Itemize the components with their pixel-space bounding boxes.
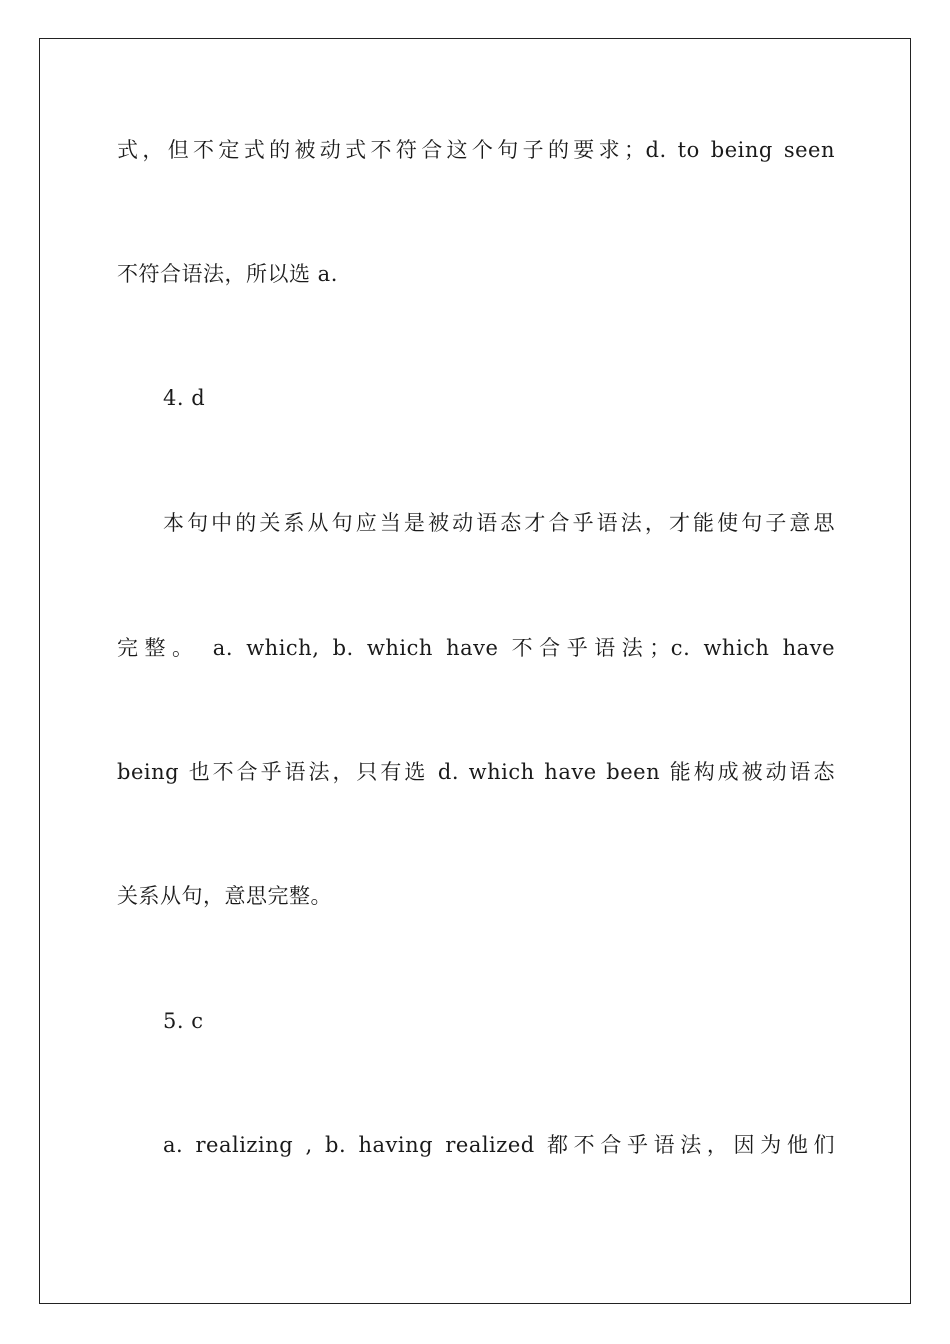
text-line: being 也不合乎语法，只有选 d. which have been 能构成被动语态 bbox=[117, 760, 835, 784]
page-border bbox=[39, 38, 911, 1304]
text-line: 关系从句，意思完整。 bbox=[117, 884, 332, 908]
answer-number: 4. d bbox=[163, 386, 206, 410]
text-line: a. realizing , b. having realized 都不合乎语法，因为他们 bbox=[163, 1133, 835, 1157]
text-line: 完整。 a. which, b. which have 不合乎语法；c. which have bbox=[117, 636, 835, 660]
text-line: 本句中的关系从句应当是被动语态才合乎语法，才能使句子意思 bbox=[163, 511, 835, 535]
text-line: 不符合语法，所以选 a. bbox=[117, 262, 338, 286]
answer-number: 5. c bbox=[163, 1009, 204, 1033]
text-line: 式，但不定式的被动式不符合这个句子的要求；d. to being seen bbox=[117, 138, 835, 162]
